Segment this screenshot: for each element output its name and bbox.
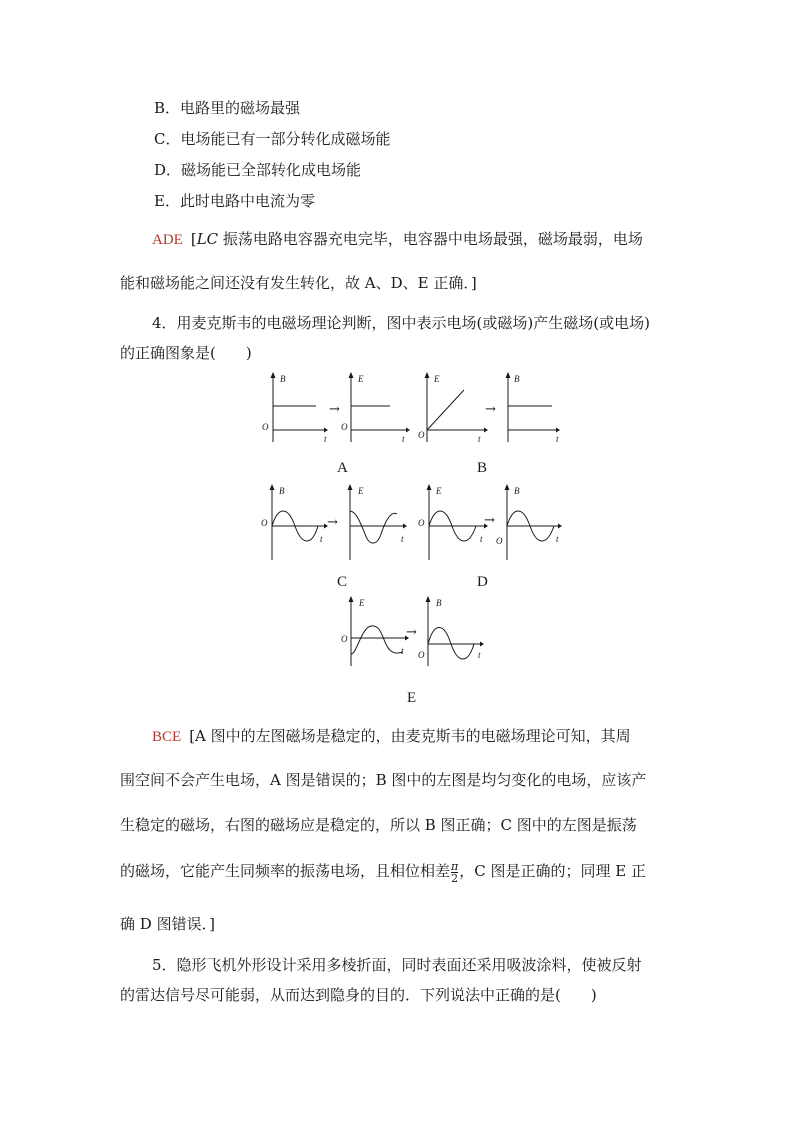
axis-t-label: t <box>401 534 404 544</box>
figure-label-c: C <box>337 574 348 590</box>
arrow-c: → <box>327 515 338 530</box>
answer-q4-line3: 生稳定的磁场，右图的磁场应是稳定的，所以 B 图正确；C 图中的左图是振荡 <box>120 816 637 834</box>
axis-b-label: B <box>280 374 286 384</box>
axis-b-label: B <box>514 486 520 496</box>
arrow-b: → <box>485 402 496 417</box>
question-4-line1: 4．用麦克斯韦的电磁场理论判断，图中表示电场(或磁场)产生磁场(或电场) <box>152 314 650 332</box>
fraction-numerator: π <box>451 859 459 873</box>
graph-c-left <box>258 484 330 564</box>
graph-c-right <box>339 484 411 564</box>
axis-e-label: E <box>359 598 365 608</box>
origin-label: O <box>418 650 425 660</box>
figure-label-e: E <box>407 690 417 706</box>
arrow-e: → <box>406 625 417 640</box>
graph-a-left <box>258 372 328 444</box>
graph-a-right <box>338 372 410 444</box>
axis-e-label: E <box>436 486 442 496</box>
axis-t-label: t <box>401 646 404 656</box>
arrow-a: → <box>329 402 340 417</box>
axis-b-label: B <box>514 374 520 384</box>
option-e: E．此时电路中电流为零 <box>154 192 315 210</box>
axis-t-label: t <box>478 434 481 444</box>
answer-q3-line2: 能和磁场能之间还没有发生转化，故 A、D、E 正确．] <box>120 274 477 292</box>
graph-b-left <box>418 372 490 444</box>
axis-e-label: E <box>434 374 440 384</box>
axis-t-label: t <box>402 434 405 444</box>
option-d: D．磁场能已全部转化成电场能 <box>154 161 362 179</box>
figure-label-a: A <box>337 460 348 476</box>
answer-label: BCE <box>152 729 182 745</box>
question-4-line2: 的正确图象是( ) <box>120 344 252 362</box>
axis-t-label: t <box>324 434 327 444</box>
figure-label-b: B <box>477 460 488 476</box>
graph-d-right <box>494 484 566 564</box>
figure-label-d: D <box>477 574 488 590</box>
axis-t-label: t <box>478 650 481 660</box>
arrow-d: → <box>484 513 495 528</box>
graph-e-left <box>339 596 411 668</box>
lc-italic: LC <box>196 230 219 248</box>
answer-q4-line1 <box>152 725 631 746</box>
fraction-denominator: 2 <box>451 871 459 885</box>
answer-q4-line2: 围空间不会产生电场，A 图是错误的；B 图中的左图是均匀变化的电场，应该产 <box>120 771 647 789</box>
answer-q3-line1 <box>152 228 643 249</box>
axis-b-label: B <box>279 486 285 496</box>
axis-t-label: t <box>320 534 323 544</box>
answer-text: ，C 图是正确的；同理 E 正 <box>459 862 646 880</box>
answer-text: 的磁场，它能产生同频率的振荡电场，且相位相差 <box>120 862 451 880</box>
axis-t-label: t <box>480 534 483 544</box>
axis-b-label: B <box>436 598 442 608</box>
bracket: [ <box>190 230 197 248</box>
option-c: C．电场能已有一部分转化成磁场能 <box>154 130 391 148</box>
question-5-line1: 5．隐形飞机外形设计采用多棱折面，同时表面还采用吸波涂料，使被反射 <box>152 956 642 974</box>
graph-b-right <box>494 372 564 444</box>
graph-d-left <box>418 484 490 564</box>
graph-e-right <box>416 596 488 668</box>
answer-q4-line5: 确 D 图错误．] <box>120 915 215 933</box>
origin-label: O <box>496 536 503 546</box>
answer-text: 振荡电路电容器充电完毕，电容器中电场最强，磁场最弱，电场 <box>218 230 643 248</box>
origin-label: O <box>341 634 348 644</box>
axis-e-label: E <box>358 374 364 384</box>
pi-over-two-fraction <box>451 861 458 884</box>
axis-t-label: t <box>556 534 559 544</box>
origin-label: O <box>418 430 425 440</box>
origin-label: O <box>262 422 269 432</box>
answer-q4-line4 <box>120 860 646 884</box>
answer-label: ADE <box>152 232 183 248</box>
origin-label: O <box>261 518 268 528</box>
axis-t-label: t <box>556 434 559 444</box>
origin-label: O <box>418 518 425 528</box>
answer-text: [A 图中的左图磁场是稳定的，由麦克斯韦的电磁场理论可知，其周 <box>189 727 631 745</box>
question-5-line2: 的雷达信号尽可能弱，从而达到隐身的目的．下列说法中正确的是( ) <box>120 986 597 1004</box>
option-b: B．电路里的磁场最强 <box>154 99 301 117</box>
origin-label: O <box>341 422 348 432</box>
axis-e-label: E <box>358 486 364 496</box>
